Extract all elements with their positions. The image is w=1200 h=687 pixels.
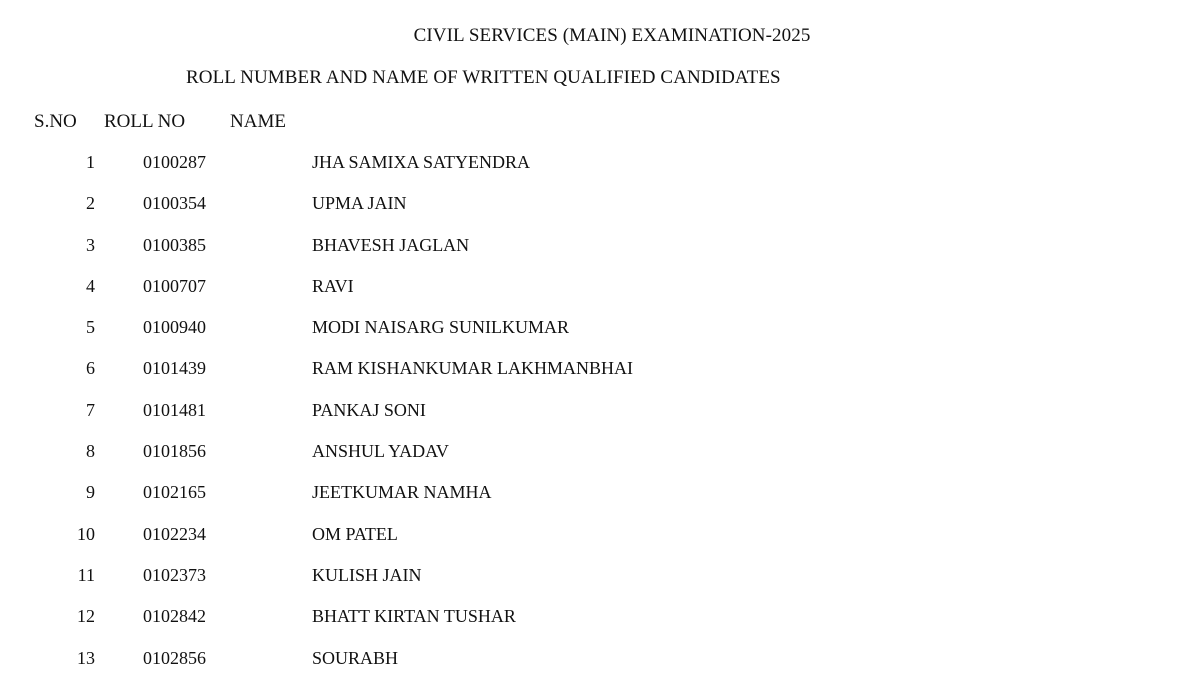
cell-name: JEETKUMAR NAMHA xyxy=(312,482,492,503)
document-title: CIVIL SERVICES (MAIN) EXAMINATION-2025 xyxy=(413,25,811,46)
table-row xyxy=(0,150,1200,191)
table-row xyxy=(0,646,1200,687)
cell-name: ANSHUL YADAV xyxy=(312,441,449,462)
document-subtitle: ROLL NUMBER AND NAME OF WRITTEN QUALIFIED CANDIDATES xyxy=(186,67,781,88)
cell-roll-no: 0101481 xyxy=(143,399,206,420)
column-header-roll-no: ROLL NO xyxy=(104,111,186,132)
cell-roll-no: 0102165 xyxy=(143,482,206,503)
cell-roll-no: 0102842 xyxy=(143,606,206,627)
table-row xyxy=(0,398,1200,439)
table-row xyxy=(0,274,1200,315)
cell-sno: 12 xyxy=(77,606,95,627)
cell-roll-no: 0102234 xyxy=(143,523,206,544)
cell-sno: 9 xyxy=(86,482,95,503)
cell-sno: 13 xyxy=(77,647,95,668)
cell-roll-no: 0102373 xyxy=(143,564,206,585)
cell-name: MODI NAISARG SUNILKUMAR xyxy=(312,317,570,338)
table-row xyxy=(0,191,1200,232)
cell-sno: 5 xyxy=(86,317,95,338)
table-row xyxy=(0,563,1200,604)
cell-name: PANKAJ SONI xyxy=(312,399,426,420)
cell-roll-no: 0100940 xyxy=(143,317,206,338)
cell-name: BHATT KIRTAN TUSHAR xyxy=(312,606,516,627)
column-header-sno: S.NO xyxy=(34,111,77,132)
cell-sno: 7 xyxy=(86,399,95,420)
cell-name: UPMA JAIN xyxy=(312,193,407,214)
table-row xyxy=(0,356,1200,397)
cell-sno: 3 xyxy=(86,234,95,255)
cell-sno: 4 xyxy=(86,275,95,296)
cell-sno: 10 xyxy=(77,523,95,544)
cell-roll-no: 0100385 xyxy=(143,234,206,255)
cell-name: KULISH JAIN xyxy=(312,564,422,585)
cell-name: OM PATEL xyxy=(312,523,398,544)
cell-roll-no: 0100354 xyxy=(143,193,206,214)
cell-roll-no: 0101856 xyxy=(143,441,206,462)
column-header-name: NAME xyxy=(230,111,286,132)
candidate-table xyxy=(0,150,1200,687)
cell-sno: 11 xyxy=(77,564,95,585)
cell-name: JHA SAMIXA SATYENDRA xyxy=(312,152,531,172)
table-row xyxy=(0,233,1200,274)
cell-sno: 1 xyxy=(86,152,95,172)
cell-sno: 6 xyxy=(86,358,95,379)
table-row xyxy=(0,604,1200,645)
cell-roll-no: 0100707 xyxy=(143,275,206,296)
table-row xyxy=(0,522,1200,563)
cell-roll-no: 0100287 xyxy=(143,152,206,172)
cell-sno: 2 xyxy=(86,193,95,214)
cell-name: BHAVESH JAGLAN xyxy=(312,234,470,255)
cell-name: SOURABH xyxy=(312,647,399,668)
cell-name: RAM KISHANKUMAR LAKHMANBHAI xyxy=(312,358,634,379)
cell-roll-no: 0102856 xyxy=(143,647,206,668)
table-row xyxy=(0,439,1200,480)
table-row xyxy=(0,480,1200,521)
cell-roll-no: 0101439 xyxy=(143,358,206,379)
cell-sno: 8 xyxy=(86,441,95,462)
table-row xyxy=(0,315,1200,356)
cell-name: RAVI xyxy=(312,275,354,296)
